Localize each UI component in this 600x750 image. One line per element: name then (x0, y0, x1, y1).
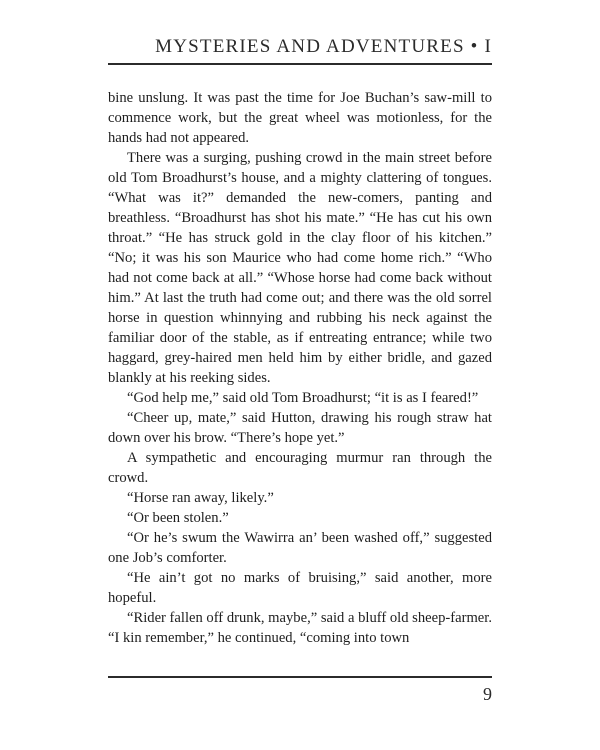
paragraph: A sympathetic and encouraging murmur ran through the crowd. (108, 450, 492, 486)
paragraph: “Horse ran away, likely.” (127, 490, 274, 506)
paragraph: “Or he’s swum the Wawirra an’ been washed off,” suggested one Job’s comforter. (108, 530, 492, 566)
paragraph: “He ain’t got no marks of bruising,” said another, more hopeful. (108, 570, 492, 606)
footer-rule (108, 676, 492, 678)
paragraph: bine unslung. It was past the time for Joe Buchan’s saw-mill to commence work, but the great wheel was motionless, for the hands had not appeared. (108, 90, 492, 146)
running-head-title: MYSTERIES AND ADVENTURES • I (155, 36, 492, 57)
paragraph: “Rider fallen off drunk, maybe,” said a bluff old sheep-farmer. “I kin remember,” he continued, “coming into town (108, 610, 492, 646)
page-number: 9 (483, 684, 492, 704)
header-rule (108, 63, 492, 65)
paragraph: “God help me,” said old Tom Broadhurst; “it is as I feared!” (127, 390, 479, 406)
paragraph: “Or been stolen.” (127, 510, 229, 526)
paragraph: There was a surging, pushing crowd in the main street before old Tom Broadhurst’s house, and a mighty clattering of tongues. “What was it?” demanded the new-comers, panting and breathless. “Broadhurst has shot his mate.” “He has cut his own throat.” “He has struck gold in the clay floor of his kitchen.” “No; it was his son Maurice who had come home rich.” “Who had not come back at all.” “Whose horse had come back without him.” At last the truth had come out; and there was the old sorrel horse in question whinnying and rubbing his neck against the familiar door of the stable, as if entreating entrance; while two haggard, grey-haired men held him by either bridle, and gazed blankly at his reeking sides. (108, 150, 492, 386)
paragraph: “Cheer up, mate,” said Hutton, drawing his rough straw hat down over his brow. “There’s hope yet.” (108, 410, 492, 446)
body-text (108, 88, 492, 648)
